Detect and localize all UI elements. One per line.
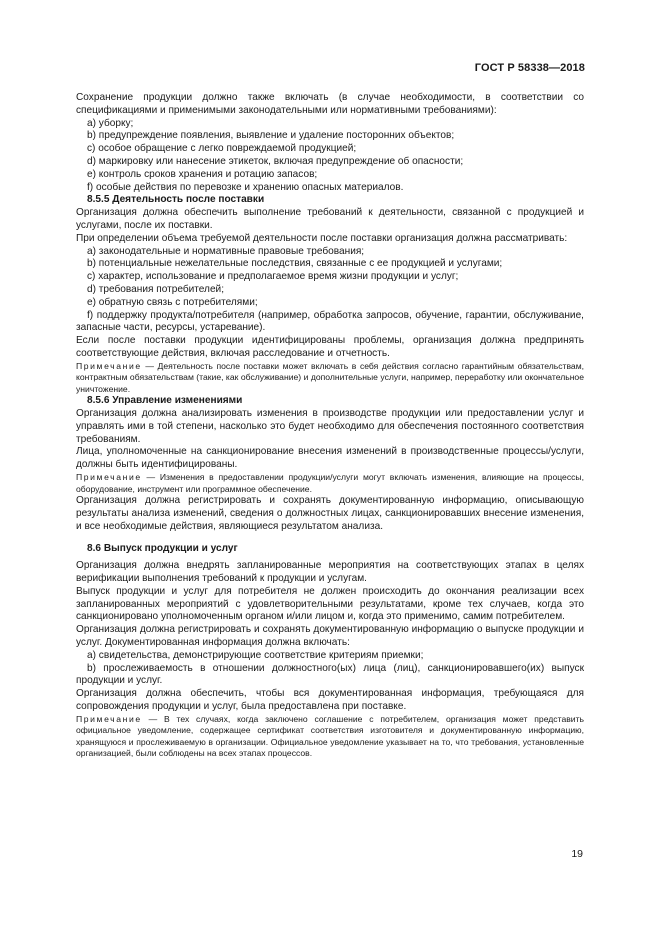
section-heading-8-6: 8.6 Выпуск продукции и услуг <box>87 543 238 555</box>
list-item: d) маркировку или нанесение этикеток, включая предупреждение об опасности; <box>87 155 464 167</box>
list-item: c) характер, использование и предполагаемое время жизни продукции и услуг; <box>87 271 459 283</box>
list-item: a) свидетельства, демонстрирующие соответствие критериям приемки; <box>87 649 424 661</box>
paragraph: Если после поставки продукции идентифицированы проблемы, организация должна предпринять соответствующие действия, включая расследование и отчетность. <box>76 335 584 359</box>
list-item: f) особые действия по перевозке и хранению опасных материалов. <box>87 181 404 193</box>
section-heading-8-5-6: 8.5.6 Управление изменениями <box>87 395 243 407</box>
post-delivery-list <box>76 246 584 336</box>
list-item: b) предупреждение появления, выявление и удаление посторонних объектов; <box>87 130 455 142</box>
paragraph: Организация должна регистрировать и сохранять документированную информацию, описывающую результаты анализа изменений, сведения о должностных лицах, санкционировавших внесение изменения, и все необходимые действия, являющиеся результатом анализа. <box>76 495 584 532</box>
list-item: f) поддержку продукта/потребителя (например, обработка запросов, обучение, гарантии, обслуживание, запасные части, ресурсы, устаревание). <box>76 309 584 334</box>
note-label: Примечание <box>76 360 142 371</box>
intro-paragraph: Сохранение продукции должно также включать (в случае необходимости, в соответствии со спецификациями и применимыми законодательными или нормативными требованиями): <box>76 92 584 116</box>
list-item: b) прослеживаемость в отношении должностного(ых) лица (лиц), санкционировавшего(их) выпуск продукции и услуг. <box>76 662 584 687</box>
note <box>76 472 584 495</box>
paragraph: Выпуск продукции и услуг для потребителя не должен происходить до окончания реализации всех запланированных мероприятий с удовлетворительными результатами, кроме тех случаев, когда это санкционировано уполномоченным органом и/или лицом и, когда это применимо, самим потребителем. <box>76 585 584 623</box>
list-item: a) уборку; <box>87 117 134 129</box>
note-text: — В тех случаях, когда заключено соглашение с потребителем, организация может представить официальное уведомление, содержащее сертификат соответствия изготовителя и документированную информацию, хранящуюся и прослеживаемую в организации. Официальное уведомление указывает на то, что требования, установленные организацией, были соблюдены на всех этапах процессов. <box>76 713 584 759</box>
page-number: 19 <box>571 848 583 860</box>
list-item: d) требования потребителей; <box>87 283 225 295</box>
list-item: e) обратную связь с потребителями; <box>87 296 258 308</box>
release-list <box>76 650 584 688</box>
note-label: Примечание <box>76 713 142 724</box>
paragraph: Организация должна внедрять запланированные мероприятия на соответствующих этапах в целях верификации выполнения требований к продукции и услугам. <box>76 560 584 584</box>
paragraph: Лица, уполномоченные на санкционирование внесения изменений в производственные процессы/услуги, должны быть идентифицированы. <box>76 446 584 471</box>
note-label: Примечание <box>76 472 142 483</box>
paragraph: Организация должна регистрировать и сохранять документированную информацию о выпуске продукции и услуг. Документированная информация должна включать: <box>76 624 584 648</box>
list-item: b) потенциальные нежелательные последствия, связанные с ее продукцией и услугами; <box>87 258 503 270</box>
paragraph: Организация должна анализировать изменения в производстве продукции или предоставлении услуг и управлять ими в той степени, насколько это будет необходимо для обеспечения постоянного соответствия требованиям. <box>76 408 584 445</box>
section-heading-8-5-5: 8.5.5 Деятельность после поставки <box>87 194 265 206</box>
note-text: — Деятельность после поставки может включать в себя действия согласно гарантийным обязательствам, контрактным обязательствам (такие, как обслуживание) и дополнительные услуги, например, переработку или окончательное уничтожение. <box>76 360 584 394</box>
list-item: c) особое обращение с легко повреждаемой продукцией; <box>87 143 357 155</box>
document-body <box>76 92 584 760</box>
note <box>76 714 584 760</box>
note-text: — Изменения в предоставлении продукции/услуги могут включать изменения, влияющие на процессы, оборудование, инструмент или программное обеспечение. <box>76 472 584 494</box>
paragraph: Организация должна обеспечить выполнение требований к деятельности, связанной с продукцией и услугами, после их поставки. <box>76 207 584 231</box>
page-header: ГОСТ Р 58338—2018 <box>474 62 585 74</box>
paragraph: При определении объема требуемой деятельности после поставки организация должна рассматривать: <box>76 232 568 244</box>
note <box>76 361 584 396</box>
intro-list <box>76 118 584 195</box>
list-item: a) законодательные и нормативные правовые требования; <box>87 245 365 257</box>
list-item: e) контроль сроков хранения и ротацию запасов; <box>87 168 318 180</box>
paragraph: Организация должна обеспечить, чтобы вся документированная информация, требующаяся для сопровождения продукции и услуг, была предоставлена при поставке. <box>76 688 584 712</box>
